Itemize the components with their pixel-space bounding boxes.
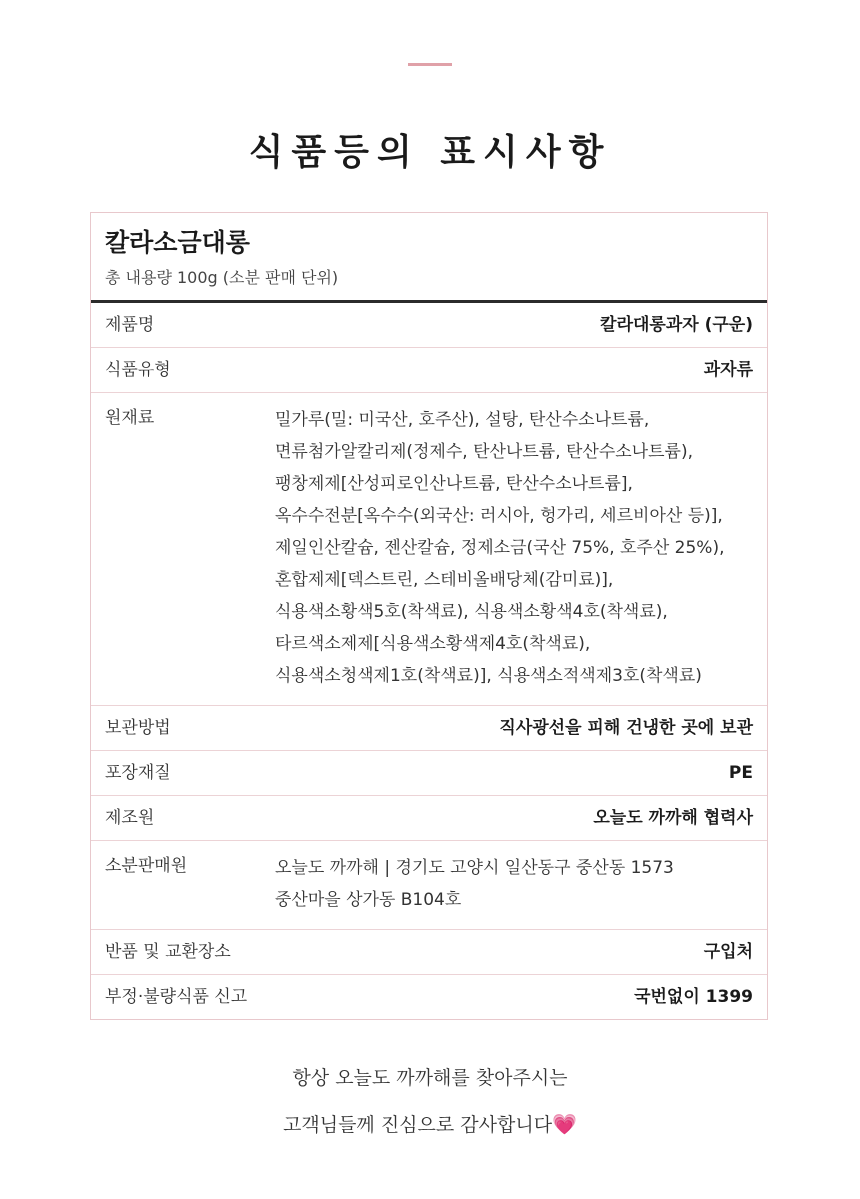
- row-value: 오늘도 까까해 협력사: [593, 808, 753, 828]
- accent-bar: [408, 63, 452, 66]
- ingredient-line: 타르색소제제[식용색소황색제4호(착색료),: [275, 634, 591, 654]
- row-distributor: [91, 841, 767, 930]
- ingredient-line: 옥수수전분[옥수수(외국산: 러시아, 헝가리, 세르비아산 등)],: [275, 506, 723, 526]
- row-packaging: [91, 751, 767, 796]
- nutrition-label-box: [90, 212, 768, 1020]
- row-key: 부정·불량식품 신고: [105, 987, 248, 1007]
- row-key: 보관방법: [105, 718, 171, 738]
- row-value: 국번없이 1399: [634, 987, 753, 1007]
- product-subtitle: 총 내용량 100g (소분 판매 단위): [105, 268, 339, 287]
- row-key: 포장재질: [105, 763, 171, 783]
- ingredient-line: 밀가루(밀: 미국산, 호주산), 설탕, 탄산수소나트륨,: [275, 410, 650, 430]
- distributor-address: [275, 852, 674, 916]
- ingredients-list: [275, 404, 725, 692]
- footer-thanks-text: 고객님들께 진심으로 감사합니다: [283, 1114, 553, 1136]
- footer-line-1: 항상 오늘도 까까해를 찾아주시는: [292, 1067, 568, 1089]
- row-ingredients: [91, 393, 767, 706]
- row-value: 칼라대롱과자 (구운): [600, 315, 753, 335]
- row-food-type: [91, 348, 767, 393]
- row-value: 과자류: [703, 360, 753, 380]
- row-value: 구입처: [703, 942, 753, 962]
- page-title: 식품등의 표시사항: [248, 132, 612, 173]
- ingredient-line: 혼합제제[덱스트린, 스테비올배당체(감미료)],: [275, 570, 614, 590]
- row-key: 식품유형: [105, 360, 171, 380]
- ingredient-line: 면류첨가알칼리제(정제수, 탄산나트륨, 탄산수소나트륨),: [275, 442, 693, 462]
- row-key: 원재료: [105, 408, 155, 428]
- row-key: 반품 및 교환장소: [105, 942, 231, 962]
- row-key: 제조원: [105, 808, 155, 828]
- ingredient-line: 식용색소황색5호(착색료), 식용색소황색4호(착색료),: [275, 602, 668, 622]
- footer-line-2: [0, 1110, 860, 1137]
- ingredient-line: 식용색소청색제1호(착색료)], 식용색소적색제3호(착색료): [275, 666, 702, 686]
- row-value: 직사광선을 피해 건냉한 곳에 보관: [499, 718, 753, 738]
- row-key: 제품명: [105, 315, 155, 335]
- label-header: [91, 213, 767, 303]
- row-report: [91, 975, 767, 1020]
- row-value: PE: [728, 763, 753, 783]
- ingredient-line: 팽창제제[산성피로인산나트륨, 탄산수소나트륨],: [275, 474, 633, 494]
- row-key: 소분판매원: [105, 856, 188, 876]
- address-line: 오늘도 까까해 | 경기도 고양시 일산동구 중산동 1573: [275, 858, 674, 878]
- address-line: 중산마을 상가동 B104호: [275, 890, 462, 910]
- row-storage: [91, 706, 767, 751]
- heart-icon: 💗: [552, 1112, 577, 1136]
- row-manufacturer: [91, 796, 767, 841]
- ingredient-line: 제일인산칼슘, 젠산칼슘, 정제소금(국산 75%, 호주산 25%),: [275, 538, 725, 558]
- product-name: 칼라소금대롱: [105, 228, 250, 257]
- row-return-place: [91, 930, 767, 975]
- row-product-name: [91, 303, 767, 348]
